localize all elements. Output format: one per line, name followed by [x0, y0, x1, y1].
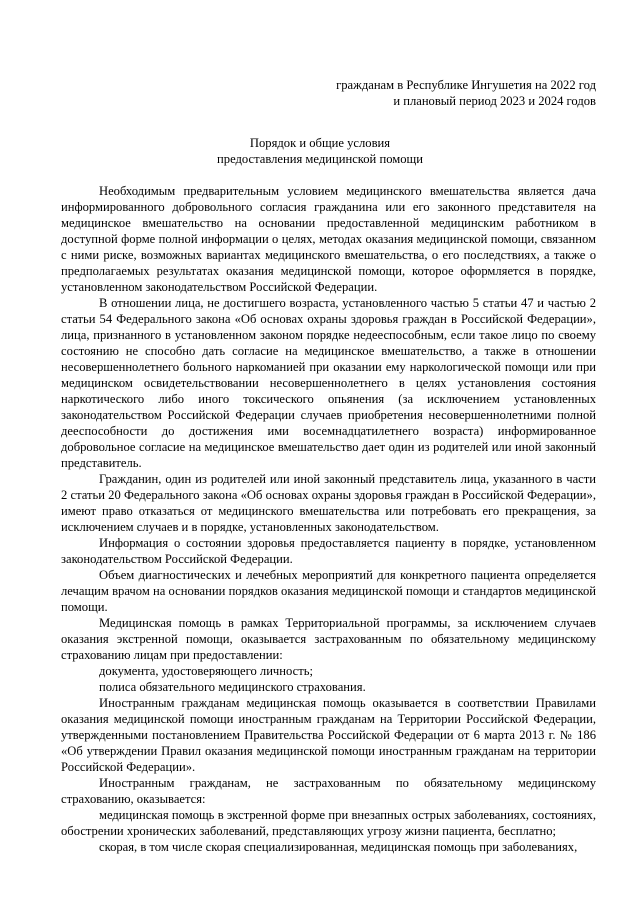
title-line-2: предоставления медицинской помощи	[217, 152, 423, 166]
paragraph: Медицинская помощь в рамках Территориальной программы, за исключением случаев оказания экстренной помощи, оказывается застрахованным по обязательному медицинскому страхованию лицам при предоставлении:	[61, 616, 596, 662]
title-line-1: Порядок и общие условия	[249, 136, 391, 150]
document-header	[336, 77, 596, 109]
header-line-2: и плановый период 2023 и 2024 годов	[393, 94, 596, 108]
document-body	[61, 183, 596, 855]
paragraph: медицинская помощь в экстренной форме при внезапных острых заболеваниях, состояниях, обострении хронических заболеваний, представляющих угрозу жизни пациента, бесплатно;	[61, 808, 596, 838]
paragraph: В отношении лица, не достигшего возраста, установленного частью 5 статьи 47 и частью 2 статьи 54 Федерального закона «Об основах охраны здоровья граждан в Российской Федерации», лица, признанного в установленном законом порядке недееспособным, если такое лицо по своему состоянию не способно дать согласие на медицинское вмешательство, а также в отношении несовершеннолетнего больного наркоманией при оказании ему наркологической помощи или при медицинском освидетельствовании несовершеннолетнего в целях установления состояния наркотического либо иного токсического опьянения (за исключением установленных законодательством Российской Федерации случаев приобретения несовершеннолетними полной дееспособности до достижения ими восемнадцатилетнего возраста) информированное добровольное согласие на медицинское вмешательство дает один из родителей или иной законный представитель.	[61, 296, 596, 470]
paragraph: скорая, в том числе скорая специализированная, медицинская помощь при заболеваниях,	[99, 840, 578, 854]
paragraph: Иностранным гражданам, не застрахованным по обязательному медицинскому страхованию, оказывается:	[61, 776, 596, 806]
paragraph: Информация о состоянии здоровья предоставляется пациенту в порядке, установленном законодательством Российской Федерации.	[61, 536, 596, 566]
paragraph: документа, удостоверяющего личность;	[99, 664, 313, 678]
paragraph: Объем диагностических и лечебных мероприятий для конкретного пациента определяется лечащим врачом на основании порядков оказания медицинской помощи и стандартов медицинской помощи.	[61, 568, 596, 614]
paragraph: Иностранным гражданам медицинская помощь оказывается в соответствии Правилами оказания медицинской помощи иностранным гражданам на Территории Российской Федерации, утвержденными постановлением Правительства Российской Федерации от 6 марта 2013 г. № 186 «Об утверждении Правил оказания медицинской помощи иностранным гражданам на территории Российской Федерации».	[61, 696, 596, 774]
header-line-1: гражданам в Республике Ингушетия на 2022 год	[336, 78, 596, 92]
paragraph: полиса обязательного медицинского страхования.	[99, 680, 366, 694]
section-title	[0, 135, 640, 167]
paragraph: Гражданин, один из родителей или иной законный представитель лица, указанного в части 2 статьи 20 Федерального закона «Об основах охраны здоровья граждан в Российской Федерации», имеют право отказаться от медицинского вмешательства или потребовать его прекращения, за исключением случаев и в порядке, установленных законодательством.	[61, 472, 596, 534]
paragraph: Необходимым предварительным условием медицинского вмешательства является дача информированного добровольного согласия гражданина или его законного представителя на медицинское вмешательство на основании предоставленной медицинским работником в доступной форме полной информации о целях, методах оказания медицинской помощи, связанном с ними риске, возможных вариантах медицинского вмешательства, о его последствиях, а также о предполагаемых результатах оказания медицинской помощи, которое оформляется в порядке, установленном законодательством Российской Федерации.	[61, 184, 596, 294]
